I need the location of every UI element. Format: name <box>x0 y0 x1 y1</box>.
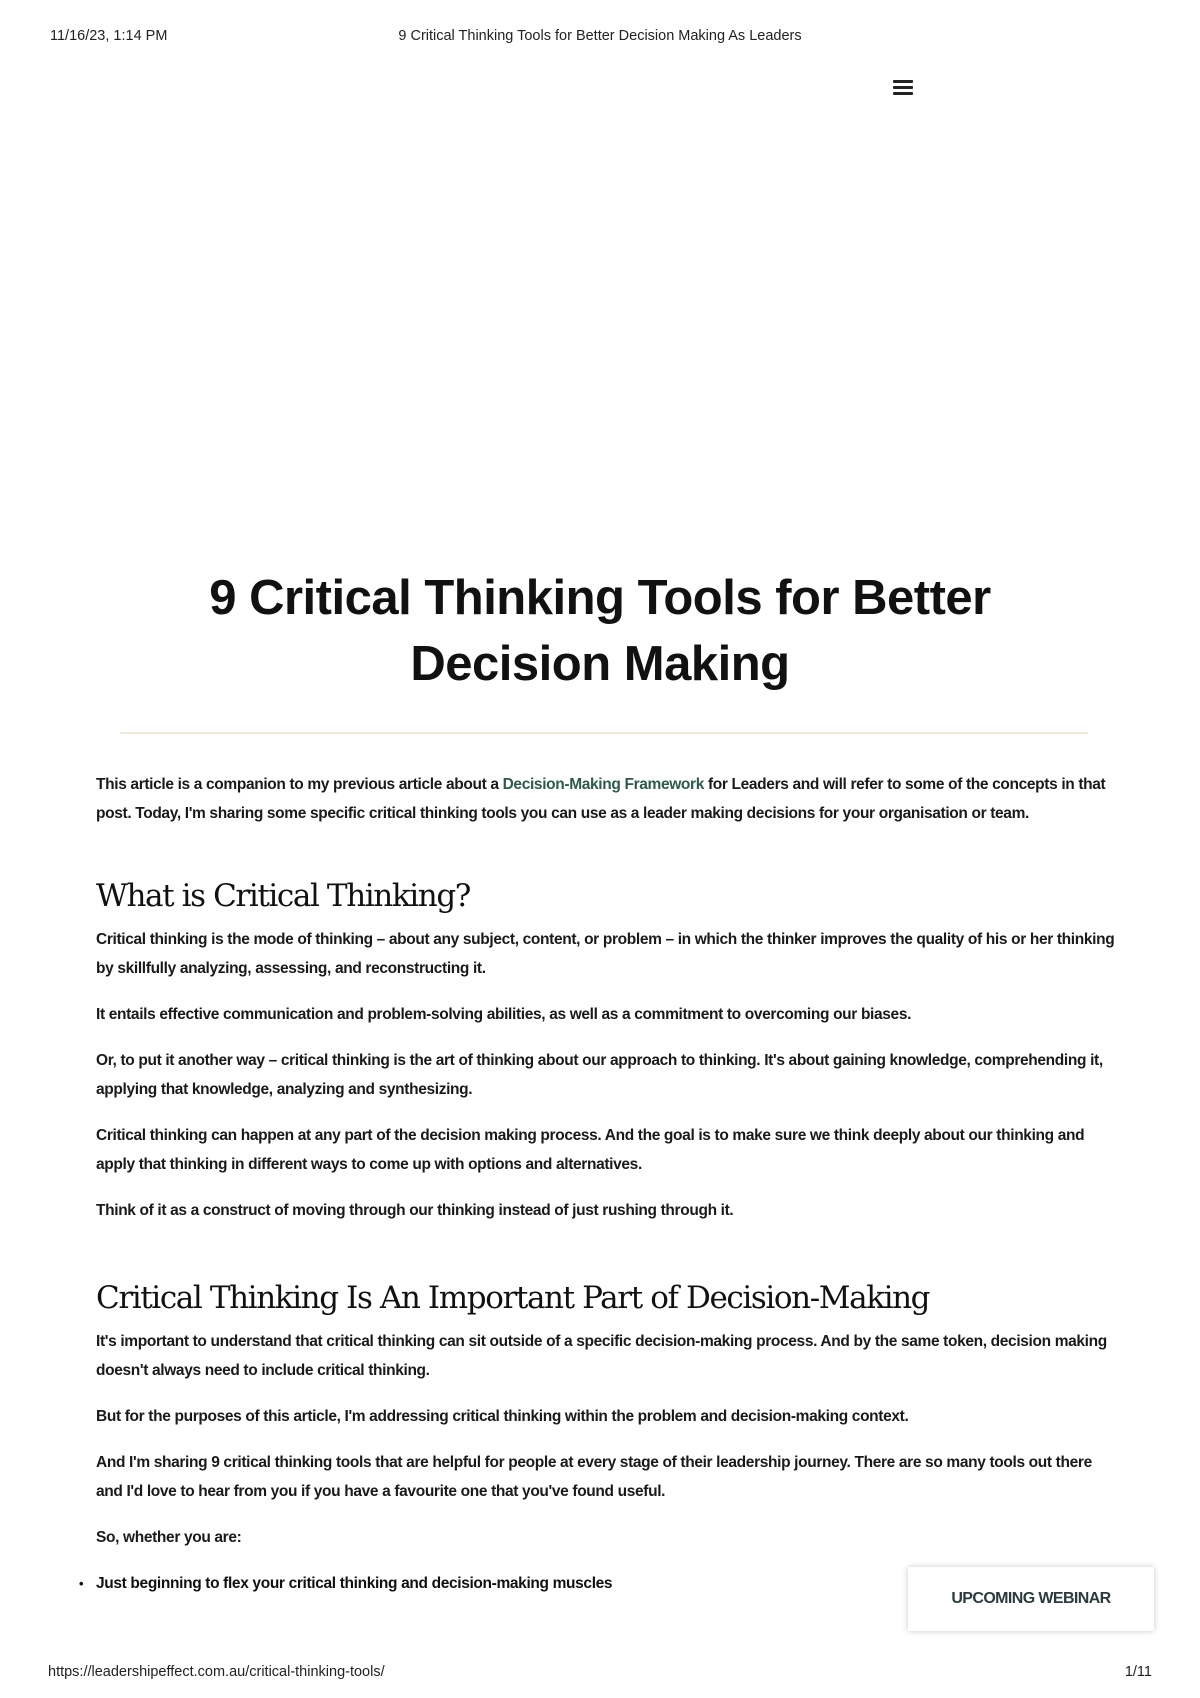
title-divider <box>120 732 1088 734</box>
article-body <box>79 770 1116 1598</box>
print-url: https://leadershipeffect.com.au/critical-thinking-tools/ <box>48 1664 385 1680</box>
page-number: 1/11 <box>1124 1664 1152 1680</box>
paragraph: It entails effective communication and problem-solving abilities, as well as a commitment to overcoming our biases. <box>96 1006 912 1023</box>
section-heading-what-is-critical-thinking: What is Critical Thinking? <box>96 878 470 914</box>
bullet-icon: • <box>79 1576 84 1591</box>
list-item: • Just beginning to flex your critical thinking and decision-making muscles <box>96 1569 1116 1598</box>
paragraph: Think of it as a construct of moving through our thinking instead of just rushing through it. <box>96 1202 734 1219</box>
paragraph: Critical thinking is the mode of thinking – about any subject, content, or problem – in which the thinker improves the quality of his or her thinking by skillfully analyzing, assessing, and reconstructing it. <box>96 931 1115 977</box>
upcoming-webinar-button[interactable]: UPCOMING WEBINAR <box>908 1567 1154 1631</box>
paragraph: But for the purposes of this article, I'm addressing critical thinking within the problem and decision-making context. <box>96 1408 909 1425</box>
print-footer <box>48 1664 1152 1684</box>
paragraph: It's important to understand that critical thinking can sit outside of a specific decision-making process. And by the same token, decision making doesn't always need to include critical thinking. <box>96 1333 1107 1379</box>
article-title <box>100 565 1100 697</box>
print-page-title: 9 Critical Thinking Tools for Better Decision Making As Leaders <box>398 28 802 44</box>
print-header <box>50 28 1150 48</box>
intro-paragraph: This article is a companion to my previous article about a Decision-Making Framework for Leaders and will refer to some of the concepts in that post. Today, I'm sharing some specific critical thinking tools you can use as a leader making decisions for your organisation or team. <box>96 776 1106 822</box>
print-date: 11/16/23, 1:14 PM <box>50 28 168 44</box>
paragraph: So, whether you are: <box>96 1529 242 1546</box>
paragraph: Critical thinking can happen at any part of the decision making process. And the goal is to make sure we think deeply about our thinking and apply that thinking in different ways to come up with options and alternatives. <box>96 1127 1085 1173</box>
paragraph: And I'm sharing 9 critical thinking tools that are helpful for people at every stage of their leadership journey. There are so many tools out there and I'd love to hear from you if you have a favourite one that you've found useful. <box>96 1454 1092 1500</box>
section-heading-important-part: Critical Thinking Is An Important Part of Decision-Making <box>96 1280 930 1316</box>
article-title-line-2: Decision Making <box>410 637 790 691</box>
hamburger-menu-icon[interactable] <box>893 80 913 96</box>
decision-making-framework-link[interactable]: Decision-Making Framework <box>502 776 704 793</box>
paragraph: Or, to put it another way – critical thinking is the art of thinking about our approach to thinking. It's about gaining knowledge, comprehending it, applying that knowledge, analyzing and synthesizing. <box>96 1052 1103 1098</box>
article-title-line-1: 9 Critical Thinking Tools for Better <box>209 571 991 625</box>
